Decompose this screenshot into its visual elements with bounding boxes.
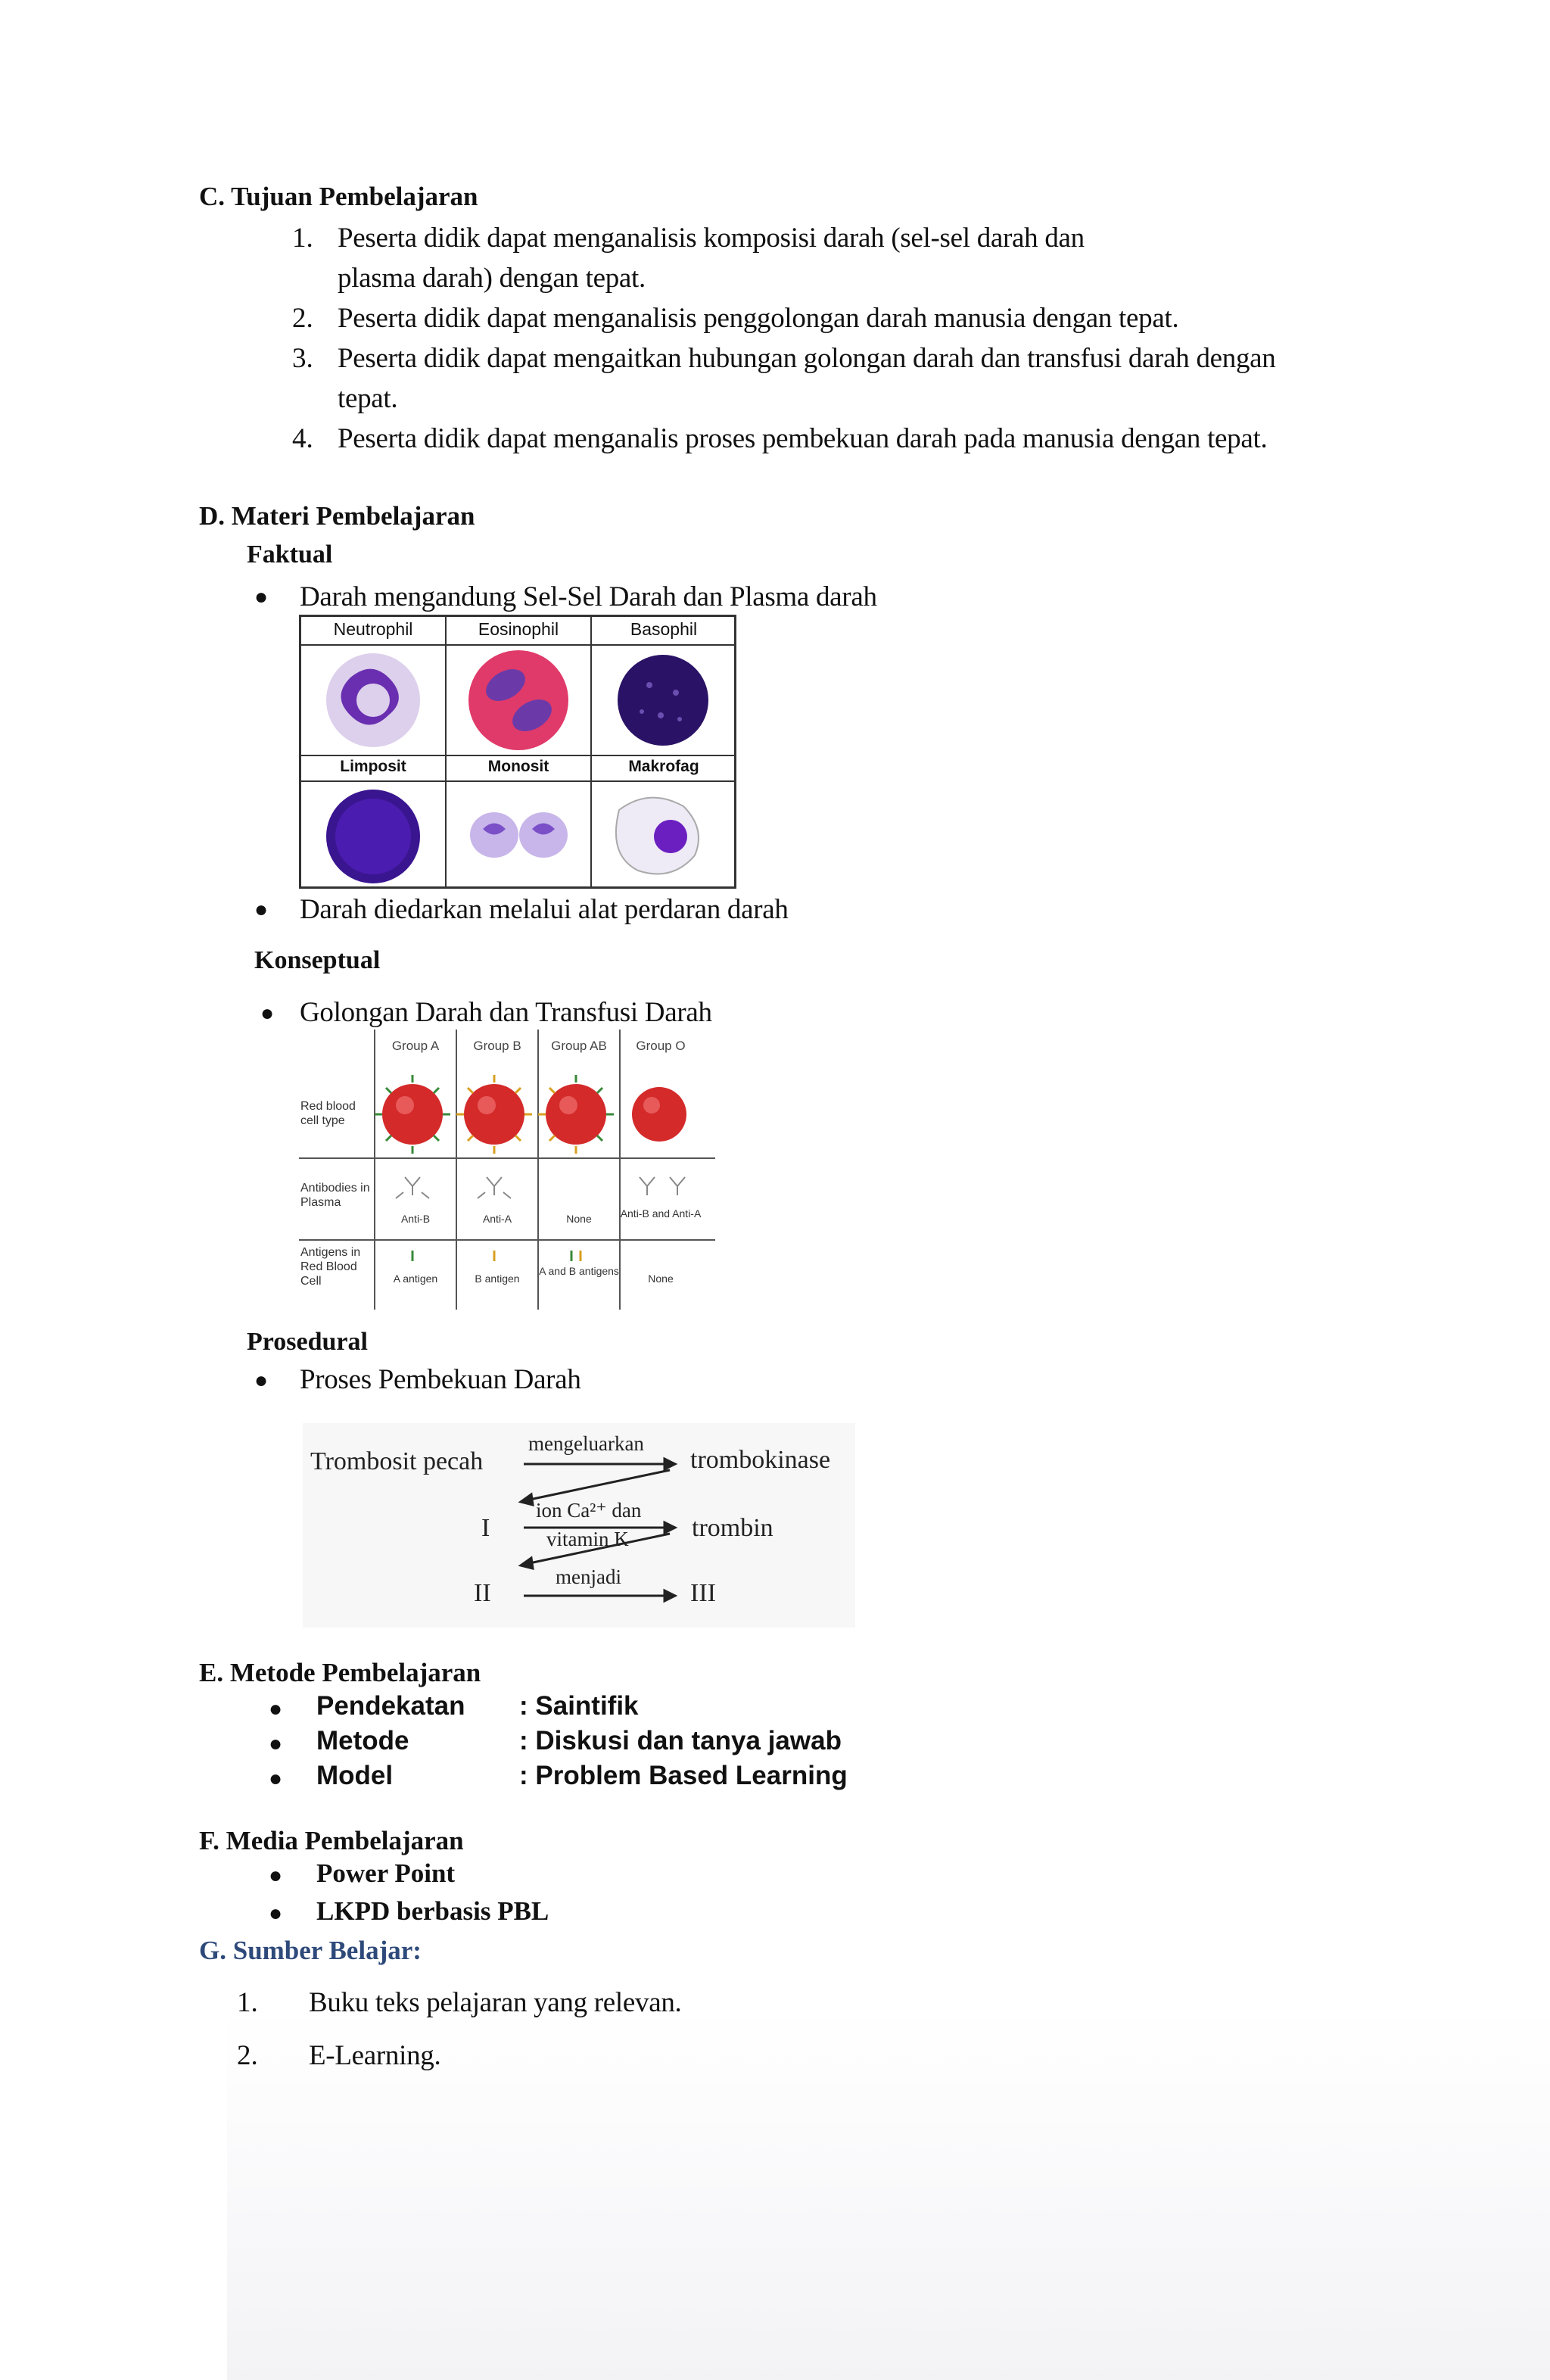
row-label-red-cell: Red blood cell type — [300, 1100, 356, 1127]
faktual-label: Faktual — [247, 540, 333, 569]
cell-label-makrofag: Makrofag — [628, 758, 699, 775]
method-value-model: : Problem Based Learning — [519, 1761, 848, 1790]
antigen-o: None — [648, 1273, 674, 1285]
blood-group-chart — [299, 1030, 715, 1310]
trombokinase-label: trombokinase — [690, 1446, 831, 1474]
objective-3-number: 3. — [292, 343, 313, 374]
antigen-a: A antigen — [393, 1273, 438, 1285]
source-1-number: 1. — [237, 1987, 258, 2018]
neutrophil-illustration — [326, 653, 420, 747]
mengeluarkan-label: mengeluarkan — [528, 1432, 644, 1455]
clotting-diagram — [303, 1423, 855, 1628]
bullet-icon: ● — [254, 584, 269, 609]
antibody-ab: None — [566, 1213, 592, 1225]
section-f-heading: F. Media Pembelajaran — [199, 1826, 464, 1855]
blood-cell-illustrations — [301, 617, 734, 886]
antibody-a: Anti-B — [400, 1213, 431, 1225]
objective-1-line1: Peserta didik dapat menganalisis komposisi darah (sel-sel darah dan — [338, 223, 1085, 254]
faktual-bullet-1: Darah mengandung Sel-Sel Darah dan Plasma darah — [300, 581, 877, 612]
limposit-illustration — [326, 790, 420, 883]
objective-3-line2: tepat. — [338, 383, 398, 414]
cell-label-basophil: Basophil — [630, 619, 698, 639]
antigen-b: B antigen — [475, 1273, 520, 1285]
makrofag-illustration — [616, 798, 699, 874]
row-label-antigens: Antigens in Red Blood Cell — [300, 1246, 361, 1288]
prosedural-bullet-1: Proses Pembekuan Darah — [300, 1364, 581, 1395]
bullet-icon: ● — [254, 897, 269, 922]
bullet-icon: ● — [269, 1766, 283, 1791]
red-cell-o — [632, 1087, 686, 1142]
method-value-pendekatan: : Saintifik — [519, 1691, 639, 1721]
bullet-icon: ● — [269, 1863, 283, 1888]
bullet-icon: ● — [254, 1368, 269, 1393]
trombosit-label: Trombosit pecah — [310, 1447, 484, 1475]
vitamin-label: vitamin K — [546, 1528, 629, 1550]
bullet-icon: ● — [260, 1001, 275, 1026]
group-o-header: Group O — [636, 1039, 686, 1053]
cell-label-monosit: Monosit — [487, 758, 549, 775]
objective-4-number: 4. — [292, 423, 313, 454]
group-a-header: Group A — [391, 1039, 440, 1053]
eosinophil-illustration — [468, 650, 568, 750]
konseptual-label: Konseptual — [254, 946, 381, 974]
faktual-bullet-2: Darah diedarkan melalui alat perdaran darah — [300, 894, 789, 925]
media-item-2: LKPD berbasis PBL — [316, 1896, 549, 1926]
method-key-model: Model — [316, 1761, 394, 1790]
group-b-header: Group B — [473, 1039, 521, 1053]
bullet-icon: ● — [269, 1696, 283, 1721]
prosedural-label: Prosedural — [247, 1328, 368, 1356]
objective-3-line1: Peserta didik dapat mengaitkan hubungan golongan darah dan transfusi darah dengan — [338, 343, 1276, 374]
objective-1-line2: plasma darah) dengan tepat. — [338, 263, 646, 294]
roman-i-label: I — [481, 1514, 490, 1542]
section-c-heading: C. Tujuan Pembelajaran — [199, 182, 478, 211]
bullet-icon: ● — [269, 1731, 283, 1756]
cell-label-eosinophil: Eosinophil — [478, 619, 559, 639]
antibody-b: Anti-A — [482, 1213, 512, 1225]
objective-2-line1: Peserta didik dapat menganalisis penggolongan darah manusia dengan tepat. — [338, 303, 1179, 334]
objective-1-number: 1. — [292, 223, 313, 254]
cell-label-neutrophil: Neutrophil — [333, 619, 413, 639]
bullet-icon: ● — [269, 1901, 283, 1926]
roman-iii-label: III — [690, 1579, 716, 1607]
cell-label-limposit: Limposit — [340, 758, 406, 775]
objective-2-number: 2. — [292, 303, 313, 334]
method-value-metode: : Diskusi dan tanya jawab — [519, 1726, 842, 1755]
section-e-heading: E. Metode Pembelajaran — [199, 1658, 481, 1687]
section-d-heading: D. Materi Pembelajaran — [199, 501, 475, 531]
media-item-1: Power Point — [316, 1858, 456, 1888]
objective-4-line1: Peserta didik dapat menganalis proses pembekuan darah pada manusia dengan tepat. — [338, 423, 1268, 454]
source-2-number: 2. — [237, 2040, 258, 2071]
source-2-text: E-Learning. — [309, 2040, 441, 2071]
trombin-label: trombin — [692, 1514, 773, 1542]
blood-cell-table — [299, 615, 736, 889]
row-label-antibodies: Antibodies in Plasma — [300, 1182, 370, 1209]
ion-label: ion Ca²⁺ dan — [536, 1499, 642, 1522]
roman-ii-label: II — [474, 1579, 491, 1607]
antibody-o: Anti-B and Anti-A — [620, 1207, 702, 1220]
antigen-ab: A and B antigens — [539, 1265, 619, 1277]
method-key-metode: Metode — [316, 1726, 409, 1755]
menjadi-label: menjadi — [556, 1565, 621, 1588]
method-key-pendekatan: Pendekatan — [316, 1691, 465, 1721]
basophil-illustration — [618, 655, 708, 746]
group-ab-header: Group AB — [551, 1039, 607, 1053]
konseptual-bullet-1: Golongan Darah dan Transfusi Darah — [300, 997, 712, 1028]
monosit-illustration — [470, 812, 568, 858]
section-g-heading: G. Sumber Belajar: — [199, 1936, 422, 1965]
source-1-text: Buku teks pelajaran yang relevan. — [309, 1987, 682, 2018]
